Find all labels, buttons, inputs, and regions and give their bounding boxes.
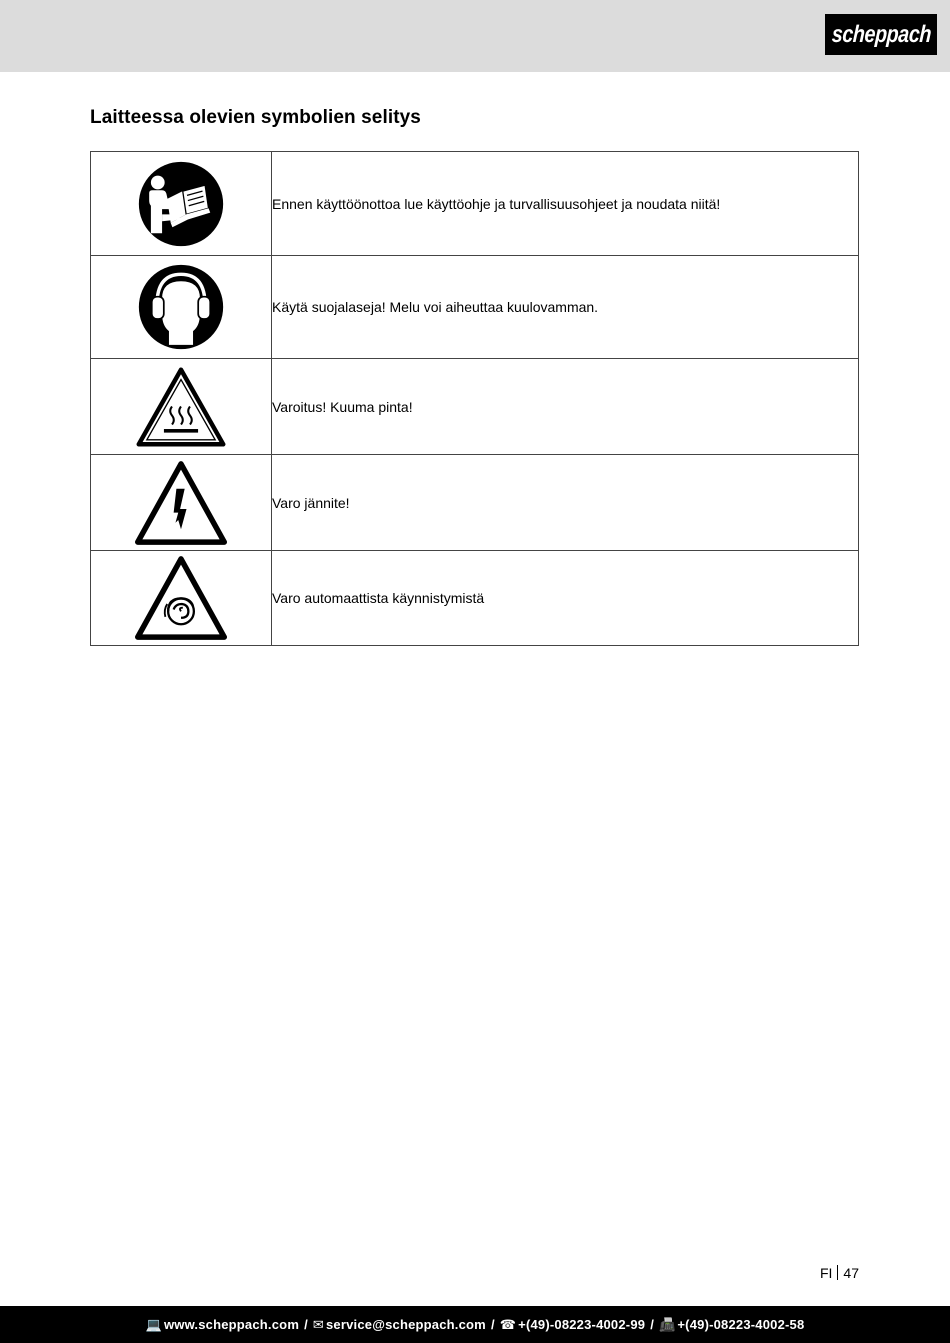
symbol-description: Varo jännite! [272,455,859,551]
symbol-description: Ennen käyttöönottoa lue käyttöohje ja turvallisuusohjeet ja noudata niitä! [272,152,859,256]
icon-cell [91,359,272,455]
page-number [820,1265,859,1281]
automatic-start-warning-icon [135,556,227,640]
ear-protection-icon [138,264,224,350]
symbol-description: Käytä suojalaseja! Melu voi aiheuttaa kuulovamman. [272,256,859,359]
symbols-table [90,151,859,646]
fax-number: +(49)-08223-4002-58 [677,1317,805,1332]
table-row [91,359,859,455]
page-number-divider [837,1265,838,1280]
page-lang: FI [819,1265,833,1281]
icon-cell [91,455,272,551]
brand-logo [825,14,937,55]
table-row [91,551,859,646]
symbol-description: Varo automaattista käynnistymistä [272,551,859,646]
table-row [91,455,859,551]
icon-cell [91,256,272,359]
brand-logo-text: scheppach [830,20,932,48]
symbol-description: Varoitus! Kuuma pinta! [272,359,859,455]
read-manual-icon [138,161,224,247]
header-band [0,0,950,72]
page-num: 47 [843,1265,859,1281]
table-row [91,256,859,359]
footer-separator: / [304,1317,308,1332]
icon-cell [91,551,272,646]
website-icon: 💻 [145,1316,162,1332]
phone-icon: ☎ [499,1316,517,1332]
table-row [91,152,859,256]
fax-icon: 📠 [659,1316,676,1332]
footer-separator: / [490,1317,495,1332]
website-link[interactable]: www.scheppach.com [163,1317,300,1332]
footer-band [0,1306,950,1343]
footer-separator: / [650,1317,654,1332]
email-link[interactable]: service@scheppach.com [325,1317,486,1332]
icon-cell [91,152,272,256]
page-title: Laitteessa olevien symbolien selitys [90,107,421,128]
electric-voltage-warning-icon [135,461,227,545]
email-icon: ✉ [312,1316,324,1332]
phone-number: +(49)-08223-4002-99 [518,1317,646,1332]
hot-surface-warning-icon [136,367,226,447]
